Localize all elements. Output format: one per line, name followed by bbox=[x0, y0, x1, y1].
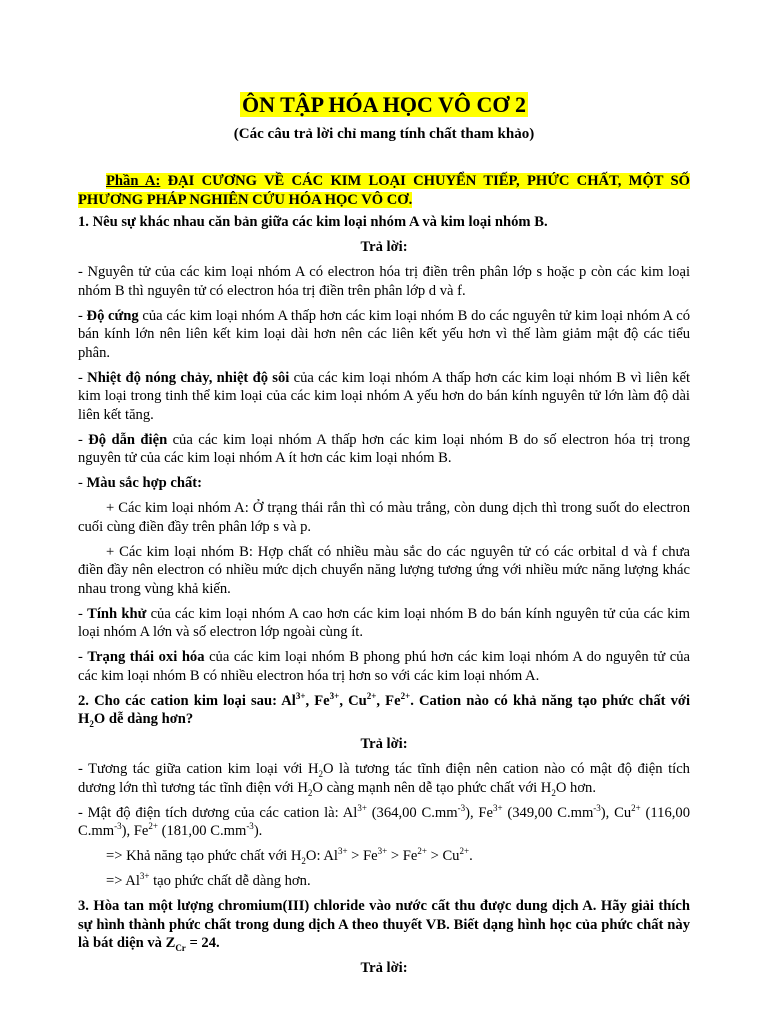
answer-paragraph: - Độ cứng của các kim loại nhóm A thấp hơn các kim loại nhóm B do các nguyên tử kim loại nhóm A có bán kính lớn nên liên kết kim loại dài hơn nên các liên kết yếu hơn vì thế làm giảm mật độ các tiểu phân. bbox=[78, 307, 690, 361]
question-1: 1. Nêu sự khác nhau căn bản giữa các kim loại nhóm A và kim loại nhóm B. bbox=[78, 214, 548, 230]
section-title: ĐẠI CƯƠNG VỀ CÁC KIM LOẠI CHUYỂN TIẾP, PHỨC CHẤT, MỘT SỐ PHƯƠNG PHÁP NGHIÊN CỨU HÓA HỌC VÔ CƠ. bbox=[78, 173, 691, 208]
answer-label: Trả lời: bbox=[360, 736, 408, 752]
answer-label: Trả lời: bbox=[360, 239, 408, 255]
answer-paragraph: => $Al^{3+}$ tạo phức chất dễ dàng hơn. bbox=[106, 871, 311, 889]
answer-paragraph: => Khả năng tạo phức chất với $H_2O$: $Al^{3+} > Fe^{3+} > Fe^{2+} > Cu^{2+}$. bbox=[106, 846, 473, 866]
answer-label: Trả lời: bbox=[360, 960, 408, 976]
answer-paragraph: - Trạng thái oxi hóa của các kim loại nhóm B phong phú hơn các kim loại nhóm A do nguyên tử của các kim loại nhóm B có nhiều electron hóa trị hơn so với các kim loại nhóm A. bbox=[78, 649, 690, 684]
answer-paragraph: + Các kim loại nhóm A: Ở trạng thái rắn thì có màu trắng, còn dung dịch thì trong suốt do electron cuối cùng điền đầy trên phân lớp s và p. bbox=[78, 500, 690, 535]
answer-paragraph: - Độ dẫn điện của các kim loại nhóm A thấp hơn các kim loại nhóm B do số electron hóa trị trong nguyên tử của các kim loại nhóm A ít hơn các kim loại nhóm B. bbox=[78, 431, 690, 466]
answer-paragraph: - Mật độ điện tích dương của các cation là: $Al^{3+}$ (364,00 $C.mm^{-3}$), $Fe^{3+}$ (349,00 $C.mm^{-3}$), $Cu^{2+}$ (116,00 $C.mm^{-3}$), $Fe^{2+}$ (181,00 $C.mm^{-3}$). bbox=[78, 802, 690, 839]
question-3: 3. Hòa tan một lượng chromium(III) chloride vào nước cất thu được dung dịch A. Hãy giải thích sự hình thành phức chất trong dung dịch A theo thuyết VB. Biết dạng hình học của phức chất này là bát diện và $Z_{Cr} = 24$. bbox=[78, 898, 690, 953]
question-2: 2. Cho các cation kim loại sau: $Al^{3+}$, $Fe^{3+}$, $Cu^{2+}$, $Fe^{2+}$. Cation nào có khả năng tạo phức chất với $H_2O$ dễ dàng hơn? bbox=[78, 690, 691, 729]
term: Độ cứng bbox=[86, 307, 139, 324]
answer-paragraph: + Các kim loại nhóm B: Hợp chất có nhiều màu sắc do các nguyên tử có các orbital d và f chưa điền đầy nên electron có nhiều mức dịch chuyển năng lượng tương ứng với nhiều mức năng lượng khác nhau trong vùng khả kiến. bbox=[78, 543, 690, 597]
term: Tính khử bbox=[87, 605, 147, 622]
page-title: ÔN TẬP HÓA HỌC VÔ CƠ 2 bbox=[241, 92, 526, 117]
answer-paragraph: - Màu sắc hợp chất: bbox=[78, 475, 203, 491]
answer-paragraph: - Nguyên tử của các kim loại nhóm A có electron hóa trị điền trên phân lớp s hoặc p còn các kim loại nhóm B thì nguyên tử có electron hóa trị điền trên phân lớp d và f. bbox=[78, 264, 690, 299]
document-body bbox=[78, 172, 690, 984]
term: Trạng thái oxi hóa bbox=[87, 649, 205, 665]
section-label: Phần A: bbox=[106, 173, 161, 189]
term: Độ dẫn điện bbox=[88, 431, 168, 448]
page-subtitle: (Các câu trả lời chỉ mang tính chất tham khảo) bbox=[233, 126, 535, 142]
answer-paragraph: - Tính khử của các kim loại nhóm A cao hơn các kim loại nhóm B do bán kính nguyên tử của các kim loại nhóm A lớn và số electron lớp ngoài cùng ít. bbox=[78, 605, 690, 640]
term: Nhiệt độ nóng chảy, nhiệt độ sôi bbox=[87, 369, 290, 386]
answer-paragraph: - Nhiệt độ nóng chảy, nhiệt độ sôi của các kim loại nhóm A thấp hơn các kim loại nhóm B vì liên kết kim loại trong tinh thể kim loại của các kim loại nhóm A yếu hơn do bán kính nguyên tử lớn làm độ dài liên kết tăng. bbox=[78, 369, 690, 423]
term: Màu sắc hợp chất: bbox=[86, 475, 203, 491]
section-heading bbox=[78, 172, 690, 209]
answer-paragraph: - Tương tác giữa cation kim loại với $H_2O$ là tương tác tĩnh điện nên cation nào có mật độ điện tích dương lớn thì tương tác tĩnh điện với $H_2O$ càng mạnh nên dễ tạo phức chất với $H_2O$ hơn. bbox=[78, 761, 690, 798]
